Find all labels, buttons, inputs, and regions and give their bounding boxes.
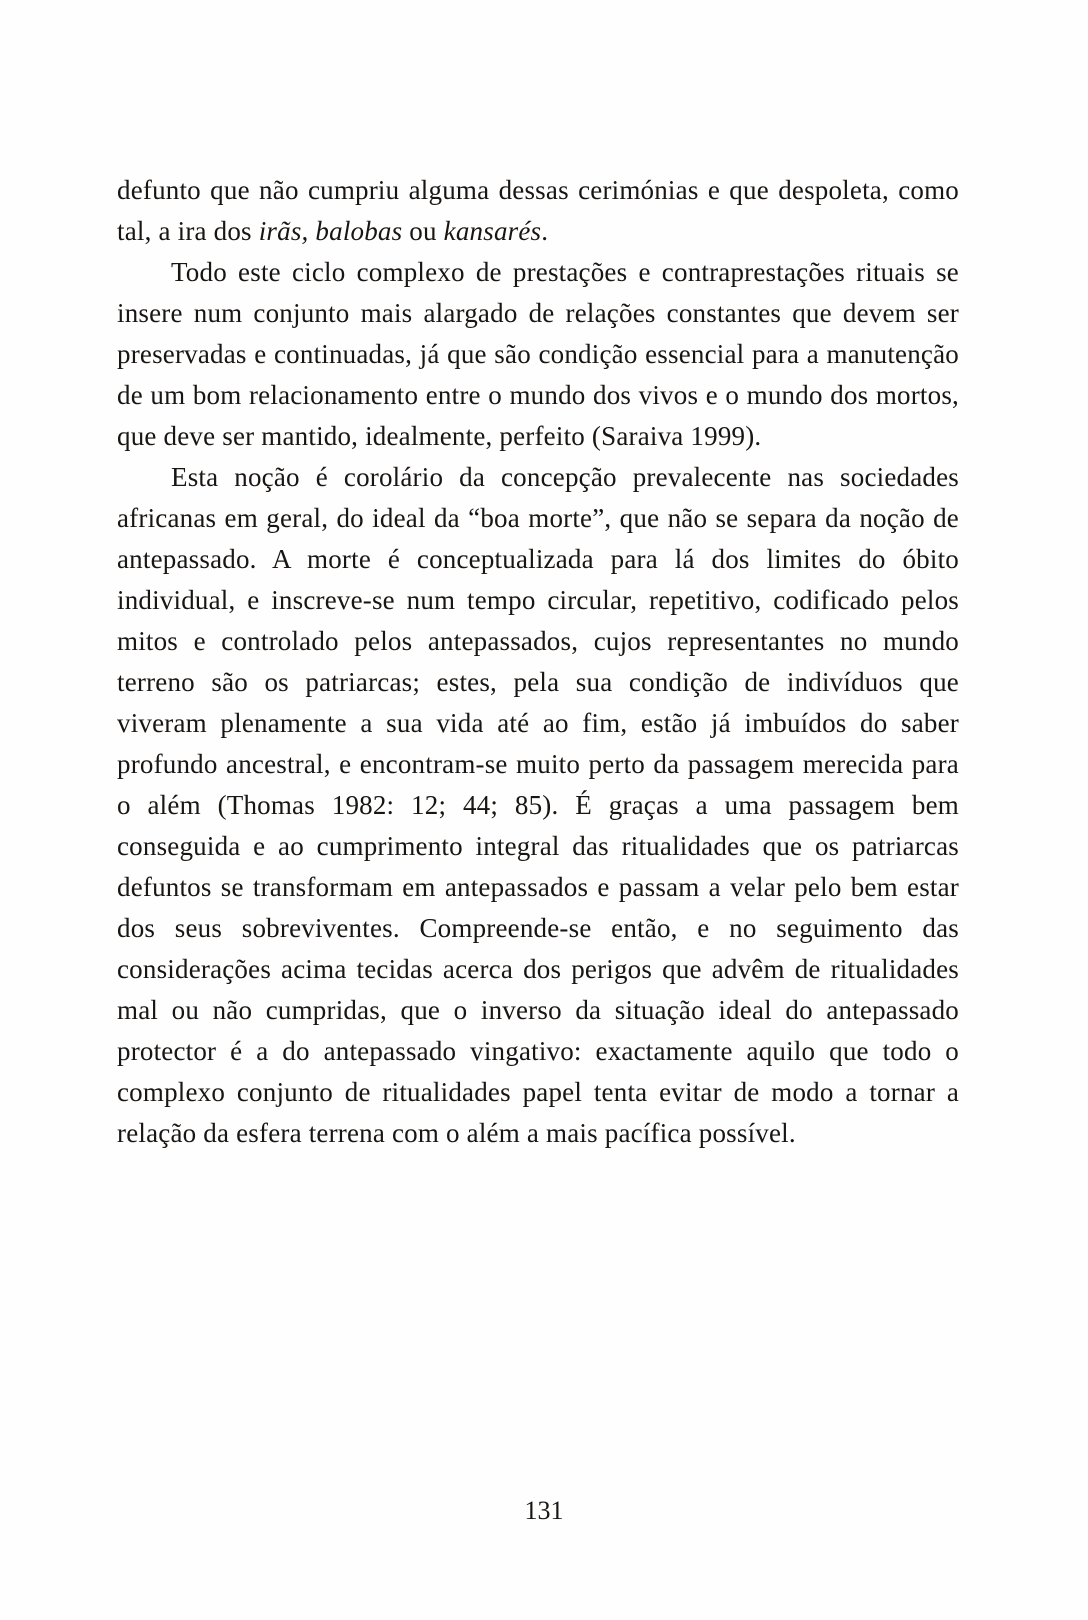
text-segment: ou — [402, 216, 444, 246]
italic-term: kansarés — [443, 216, 542, 246]
paragraph — [117, 170, 959, 252]
text-segment: Todo este ciclo complexo de prestações e contraprestações rituais se insere num conjunto mais alargado de relações constantes que devem ser preservadas e continuadas, já que são condição essencial para a manutenção de um bom relacionamento entre o mundo dos vivos e o mundo dos mortos, que deve ser mantido, idealmente, perfeito (Saraiva 1999). — [117, 257, 959, 451]
text-segment: . — [541, 216, 549, 246]
paragraph — [117, 457, 959, 1154]
italic-term: irãs, balobas — [258, 216, 403, 246]
body-text — [117, 170, 959, 1154]
text-segment: Esta noção é corolário da concepção prevalecente nas sociedades africanas em geral, do ideal da “boa morte”, que não se separa da noção de antepassado. A morte é conceptualizada para lá dos limites do óbito individual, e inscreve-se num tempo circular, repetitivo, codificado pelos mitos e controlado pelos antepassados, cujos representantes no mundo terreno são os patriarcas; estes, pela sua condição de indivíduos que viveram plenamente a sua vida até ao fim, estão já imbuídos do saber profundo ancestral, e encontram-se muito perto da passagem merecida para o além (Thomas 1982: 12; 44; 85). É graças a uma passagem bem conseguida e ao cumprimento integral das ritualidades que os patriarcas defuntos se transformam em antepassados e passam a velar pelo bem estar dos seus sobreviventes. Compreende-se então, e no seguimento das considerações acima tecidas acerca dos perigos que advêm de ritualidades mal ou não cumpridas, que o inverso da situação ideal do antepassado protector é a do antepassado vingativo: exactamente aquilo que todo o complexo conjunto de ritualidades papel tenta evitar de modo a tornar a relação da esfera terrena com o além a mais pacífica possível. — [117, 462, 959, 1148]
paragraph — [117, 252, 959, 457]
text-segment: defunto que não cumpriu alguma dessas cerimónias e que despoleta, como tal, a ira dos — [117, 175, 959, 246]
page-number: 131 — [524, 1496, 564, 1525]
